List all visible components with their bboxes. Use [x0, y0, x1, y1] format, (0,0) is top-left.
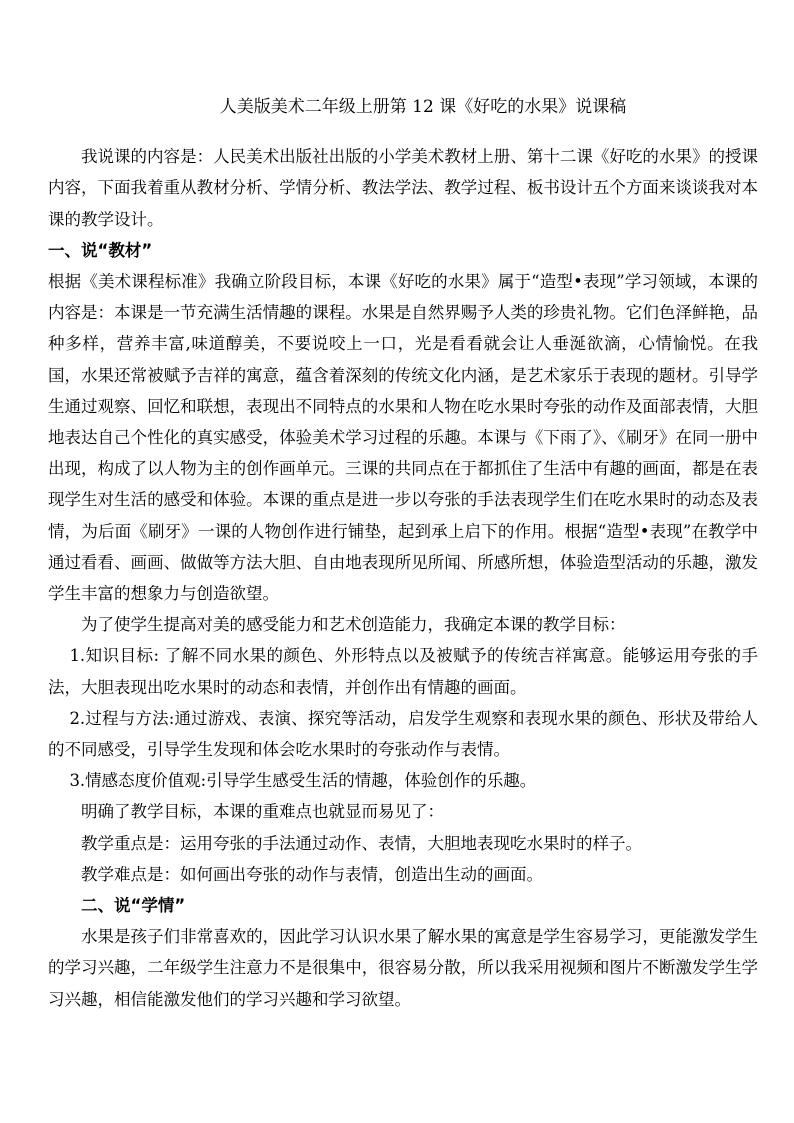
goals-intro-paragraph: 为了使学生提高对美的感受能力和艺术创造能力，我确定本课的教学目标：: [81, 615, 626, 635]
difficult-point: 教学难点是：如何画出夸张的动作与表情，创造出生动的画面。: [81, 864, 543, 884]
key-difficulty-intro: 明确了教学目标，本课的重难点也就显而易见了：: [81, 802, 444, 822]
goal-process: [48, 703, 758, 765]
goal-knowledge-label: 1.知识目标:: [69, 646, 160, 666]
document-page: [48, 92, 758, 1015]
goal-emotion-text: 引导学生感受生活的情趣，体验创作的乐趣。: [206, 771, 537, 791]
key-point: 教学重点是：运用夸张的手法通过动作、表情，大胆地表现吃水果时的样子。: [81, 833, 642, 853]
intro-paragraph: 我说课的内容是：人民美术出版社出版的小学美术教材上册、第十二课《好吃的水果》的授课内容，下面我着重从教材分析、学情分析、教法学法、教学过程、板书设计五个方面来谈谈我对本课的教学设计。: [48, 147, 758, 229]
textbook-paragraph: 根据《美术课程标准》我确立阶段目标，本课《好吃的水果》属于“造型•表现”学习领域，本课的内容是：本课是一节充满生活情趣的课程。水果是自然界赐予人类的珍贵礼物。它们色泽鲜艳，品种多样，营养丰富,味道醇美，不要说咬上一口，光是看看就会让人垂涎欲滴，心情愉悦。在我国，水果还常被赋予吉祥的寓意，蕴含着深刻的传统文化内涵，是艺术家乐于表现的题材。引导学生通过观察、回忆和联想，表现出不同特点的水果和人物在吃水果时夸张的动作及面部表情，大胆地表达自己个性化的真实感受，体验美术学习过程的乐趣。本课与《下雨了》、《刷牙》在同一册中出现，构成了以人物为主的创作画单元。三课的共同点在于都抓住了生活中有趣的画面，都是在表现学生对生活的感受和体验。本课的重点是进一步以夸张的手法表现学生们在吃水果时的动态及表情，为后面《刷牙》一课的人物创作进行铺垫，起到承上启下的作用。根据“造型•表现”在教学中通过看看、画画、做做等方法大胆、自由地表现所见所闻、所感所想，体验造型活动的乐趣，激发学生丰富的想象力与创造欲望。: [48, 272, 758, 604]
document-title: 人美版美术二年级上册第 12 课《好吃的水果》说课稿: [219, 97, 627, 117]
goal-knowledge: [48, 640, 758, 702]
learners-paragraph: 水果是孩子们非常喜欢的，因此学习认识水果了解水果的寓意是学生容易学习，更能激发学生的学习兴趣，二年级学生注意力不是很集中，很容易分散，所以我采用视频和图片不断激发学生学习兴趣，相信能激发他们的学习兴趣和学习欲望。: [48, 927, 758, 1009]
section-heading-learners: 二、说“学情”: [81, 896, 186, 916]
goal-emotion-label: 3.情感态度价值观:: [69, 771, 207, 791]
goal-knowledge-text: 了解不同水果的颜色、外形特点以及被赋予的传统吉祥寓意。能够运用夸张的手法，大胆表现出吃水果时的动态和表情，并创作出有情趣的画面。: [48, 646, 758, 697]
section-heading-textbook: 一、说“教材”: [48, 240, 153, 260]
goal-emotion: [48, 765, 758, 796]
goal-process-text: 通过游戏、表演、探究等活动，启发学生观察和表现水果的颜色、形状及带给人的不同感受，引导学生发现和体会吃水果时的夸张动作与表情。: [48, 708, 759, 760]
goal-process-label: 2.过程与方法:: [69, 708, 175, 728]
